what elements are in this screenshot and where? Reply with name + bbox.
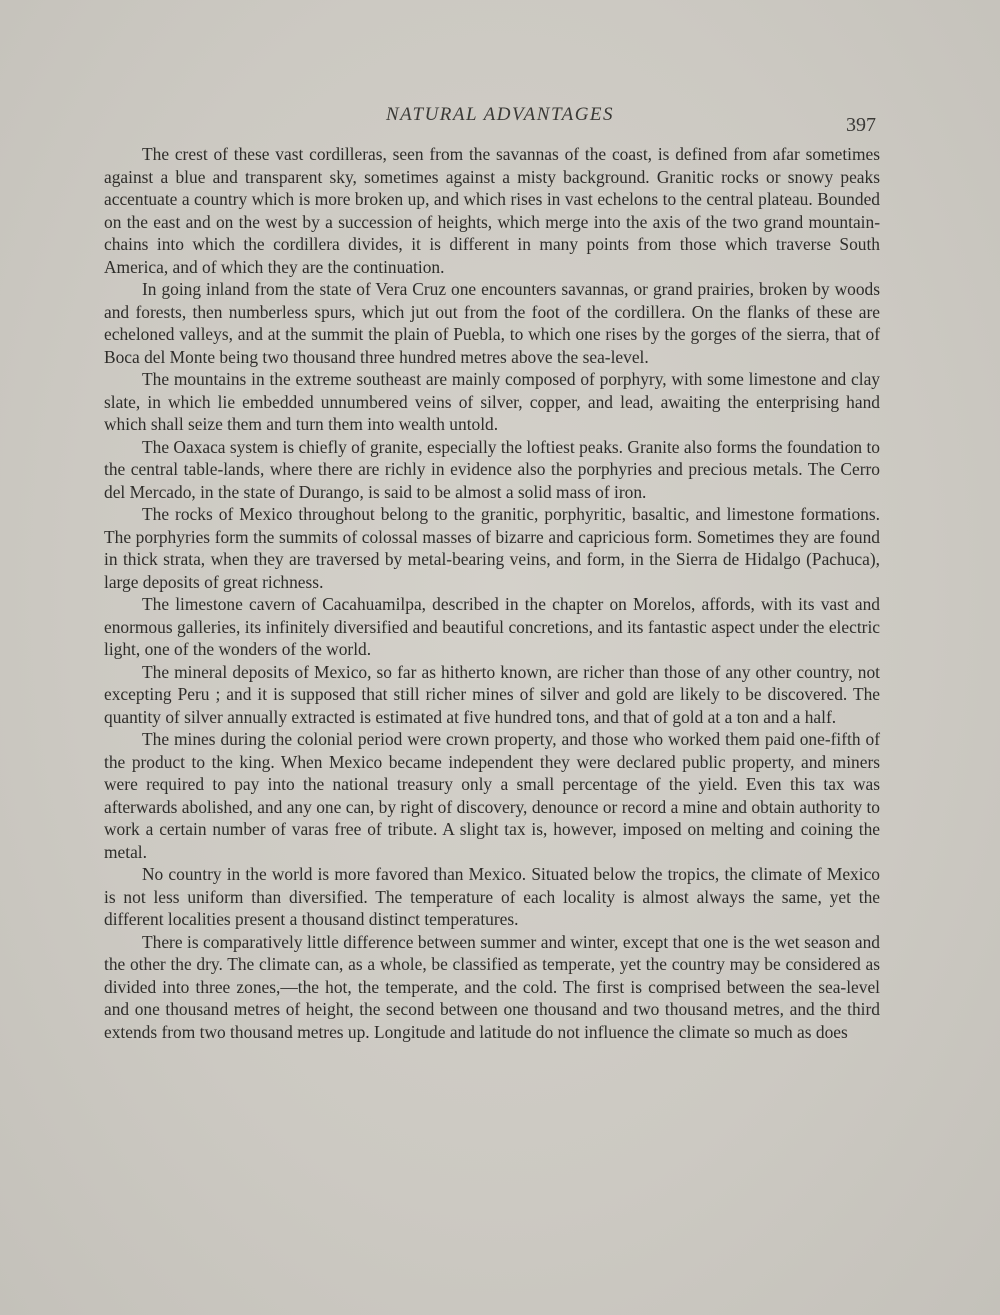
body-text [104,143,880,1043]
paragraph-vera-cruz: In going inland from the state of Vera Cruz one encounters savannas, or grand prairies, broken by woods and forests, then numberless spurs, which jut out from the foot of the cordillera. On the flanks of these are echeloned valleys, and at the summit the plain of Puebla, to which one rises by the gorges of the sierra, that of Boca del Monte being two thousand three hundred metres above the sea-level. [104,279,880,367]
paragraph-mines-colonial: The mines during the colonial period were crown property, and those who worked them paid one-fifth of the product to the king. When Mexico became independent they were declared public property, and miners were required to pay into the national treasury only a small percentage of the yield. Even this tax was afterwards abolished, and any one can, by right of discovery, denounce or record a mine and obtain authority to work a certain number of varas free of tribute. A slight tax is, however, imposed on melting and coining the metal. [104,729,880,862]
paragraph-cordilleras: The crest of these vast cordilleras, seen from the savannas of the coast, is defined from afar sometimes against a blue and transparent sky, sometimes against a misty background. Granitic rocks or snowy peaks accentuate a country which is more broken up, and which rises in vast echelons to the central plateau. Bounded on the east and on the west by a succession of heights, which merge into the axis of the two grand mountain-chains into which the cordillera divides, it is different in many points from those which traverse South America, and of which they are the continuation. [104,144,880,277]
paragraph-climate: No country in the world is more favored than Mexico. Situated below the tropics, the climate of Mexico is not less uniform than diversified. The temperature of each locality is almost always the same, yet the different localities present a thousand distinct temperatures. [104,864,880,929]
paragraph-cacahuamilpa: The limestone cavern of Cacahuamilpa, described in the chapter on Morelos, affords, with its vast and enormous galleries, its infinitely diversified and beautiful concretions, and its fantastic aspect under the electric light, one of the wonders of the world. [104,594,880,659]
paragraph-rocks: The rocks of Mexico throughout belong to the granitic, porphyritic, basaltic, and limestone formations. The porphyries form the summits of colossal masses of bizarre and capricious form. Sometimes they are found in thick strata, when they are traversed by metal-bearing veins, and form, in the Sierra de Hidalgo (Pachuca), large deposits of great richness. [104,504,880,592]
running-title: NATURAL ADVANTAGES [385,104,615,125]
paragraph-mineral-deposits: The mineral deposits of Mexico, so far as hitherto known, are richer than those of any other country, not excepting Peru ; and it is supposed that still richer mines of silver and gold are likely to be discovered. The quantity of silver annually extracted is estimated at five hundred tons, and that of gold at a ton and a half. [104,661,880,727]
paragraph-southeast-mountains: The mountains in the extreme southeast are mainly composed of porphyry, with some limestone and clay slate, in which lie embedded unnumbered veins of silver, copper, and lead, awaiting the enterprising hand which shall seize them and turn them into wealth untold. [104,369,880,434]
paragraph-seasons: There is comparatively little difference between summer and winter, except that one is the wet season and the other the dry. The climate can, as a whole, be classified as temperate, yet the country may be considered as divided into three zones,—the hot, the temperate, and the cold. The first is comprised between the sea-level and one thousand metres of height, the second between one thousand and two thousand metres, and the third extends from two thousand metres up. Longitude and latitude do not influence the climate so much as does [104,931,880,1042]
page-number: 397 [846,114,876,136]
paragraph-oaxaca-system: The Oaxaca system is chiefly of granite, especially the loftiest peaks. Granite also forms the foundation to the central table-lands, where there are richly in evidence also the porphyries and precious metals. The Cerro del Mercado, in the state of Durango, is said to be almost a solid mass of iron. [104,436,880,502]
